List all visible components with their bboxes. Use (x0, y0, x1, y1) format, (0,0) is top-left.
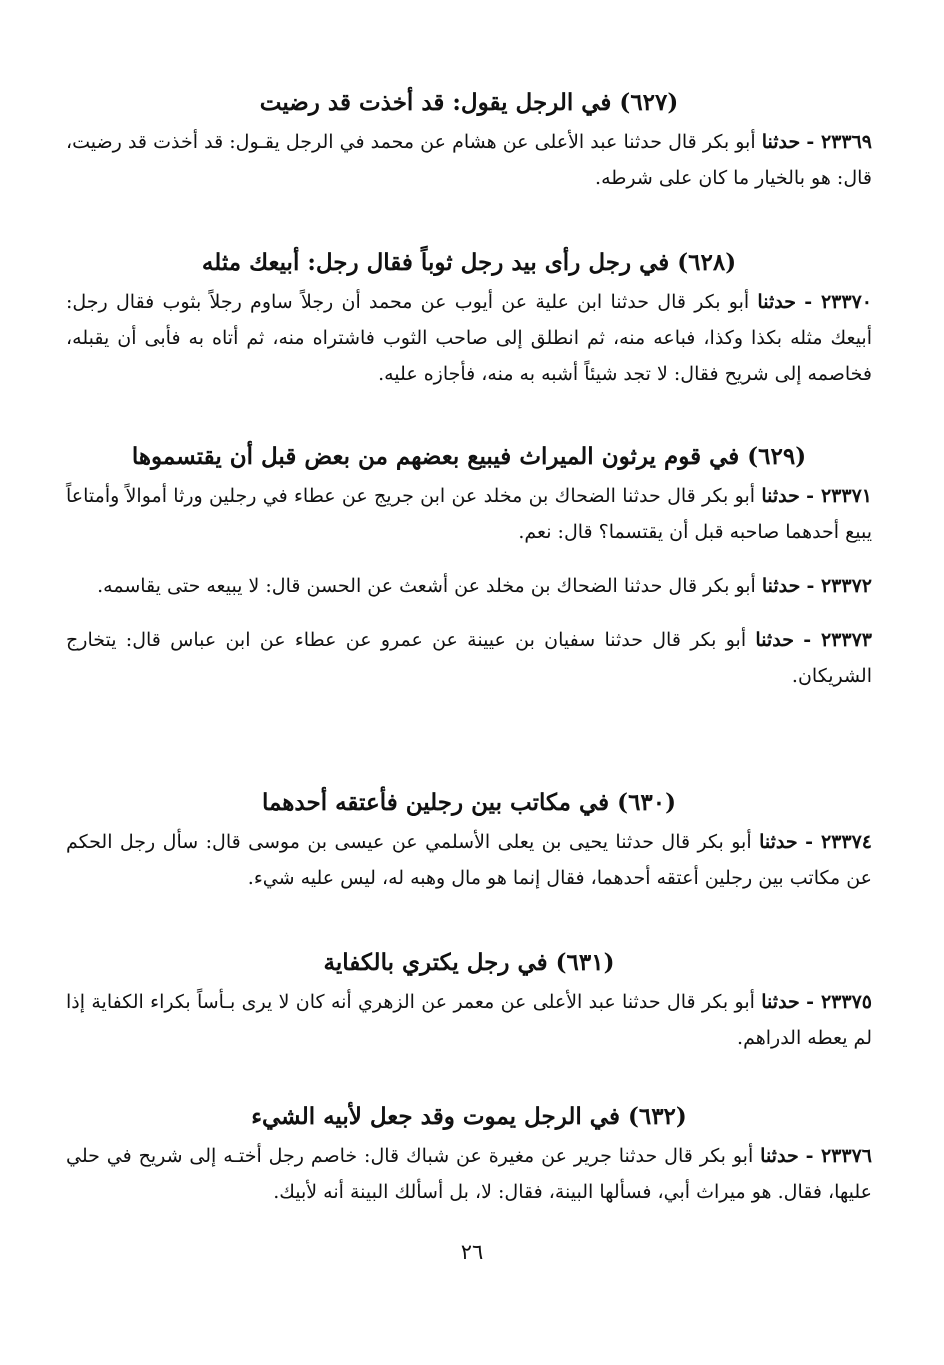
page-number: ٢٦ (460, 1240, 484, 1264)
hadith-entry (66, 478, 872, 550)
hadith-text: أبو بكر قال حدثنا الضحاك بن مخلد عن ابن جريج عن عطاء في رجلين ورثا أموالاً وأمتاعاً يبيع أحدهما صاحبه قبل أن يقتسما؟ قال: نعم. (66, 485, 872, 543)
chapter-heading: (٦٢٨) في رجل رأى بيد رجل ثوباً فقال رجل: أبيعك مثله (201, 249, 737, 276)
hadith-text: أبو بكر قال حدثنا جرير عن مغيرة عن شباك قال: خاصم رجل أختـه إلى شريح في حلي عليها، فقال. هو ميراث أبي، فسألها البينة، فقال: لا، بل أسألك البينة أنه لأبيك. (66, 1145, 872, 1203)
chapter-629 (66, 440, 872, 694)
hadith-entry (66, 622, 872, 694)
hadith-number: ٢٣٣٧٥ - (806, 991, 872, 1013)
hadith-number: ٢٣٣٧٢ - (806, 575, 872, 597)
hadith-number: ٢٣٣٧١ - (806, 485, 872, 507)
hadith-text: أبو بكر قال حدثنا عبد الأعلى عن معمر عن الزهري أنه كان لا يرى بـأساً بكراء الكفاية إذا لم يعطه الدراهم. (66, 991, 872, 1049)
chapter-627 (66, 86, 872, 196)
hadith-text: أبو بكر قال حدثنا ابن علية عن أيوب عن محمد أن رجلاً ساوم رجلاً بثوب فقال رجل: أبيعك مثله بكذا وكذا، فباعه منه، ثم انطلق إلى صاحب الثوب فاشتراه منه، ثم أتاه به فأبى أن يقبله، فخاصمه إلى شريح فقال: لا تجد شيئاً أشبه به منه، فأجازه عليه. (66, 291, 872, 385)
chapter-heading: (٦٣٠) في مكاتب بين رجلين فأعتقه أحدهما (261, 789, 677, 816)
narration-marker: حدثنا (761, 485, 800, 507)
hadith-text: أبو بكر قال حدثنا الضحاك بن مخلد عن أشعث عن الحسن قال: لا يبيعه حتى يقاسمه. (97, 575, 756, 597)
narration-marker: حدثنا (761, 575, 801, 597)
hadith-text: أبو بكر قال حدثنا عبد الأعلى عن هشام عن محمد في الرجل يقـول: قد أخذت قد رضيت، قال: هو بالخيار ما كان على شرطه. (66, 131, 872, 189)
narration-marker: حدثنا (755, 629, 794, 651)
hadith-number: ٢٣٣٧٦ - (805, 1145, 872, 1167)
hadith-entry (66, 1138, 872, 1210)
hadith-entry (66, 824, 872, 896)
hadith-number: ٢٣٣٦٩ - (806, 131, 872, 153)
chapter-630 (66, 786, 872, 896)
hadith-entry (66, 124, 872, 196)
chapter-628 (66, 246, 872, 392)
narration-marker: حدثنا (761, 991, 800, 1013)
hadith-number: ٢٣٣٧٠ - (804, 291, 872, 313)
narration-marker: حدثنا (761, 131, 801, 153)
narration-marker: حدثنا (760, 1145, 799, 1167)
hadith-entry (66, 284, 872, 392)
hadith-entry (66, 984, 872, 1056)
chapter-632 (66, 1100, 872, 1210)
narration-marker: حدثنا (757, 291, 796, 313)
hadith-number: ٢٣٣٧٤ - (805, 831, 872, 853)
chapter-heading: (٦٣١) في رجل يكتري بالكفاية (323, 949, 615, 976)
hadith-number: ٢٣٣٧٣ - (803, 629, 872, 651)
hadith-text: أبو بكر قال حدثنا سفيان بن عيينة عن عمرو عن عطاء عن ابن عباس قال: يتخارج الشريكان. (66, 629, 872, 687)
chapter-heading: (٦٢٩) في قوم يرثون الميراث فيبيع بعضهم من بعض قبل أن يقتسموها (131, 443, 807, 470)
chapter-631 (66, 946, 872, 1056)
chapter-heading: (٦٢٧) في الرجل يقول: قد أخذت قد رضيت (259, 89, 679, 116)
narration-marker: حدثنا (759, 831, 798, 853)
hadith-entry (66, 568, 872, 604)
hadith-text: أبو بكر قال حدثنا يحيى بن يعلى الأسلمي عن عيسى بن موسى قال: سأل رجل الحكم عن مكاتب بين رجلين أعتقه أحدهما، فقال إنما هو مال وهبه له، ليس عليه شيء. (66, 831, 872, 889)
chapter-heading: (٦٣٢) في الرجل يموت وقد جعل لأبيه الشيء (251, 1103, 687, 1130)
